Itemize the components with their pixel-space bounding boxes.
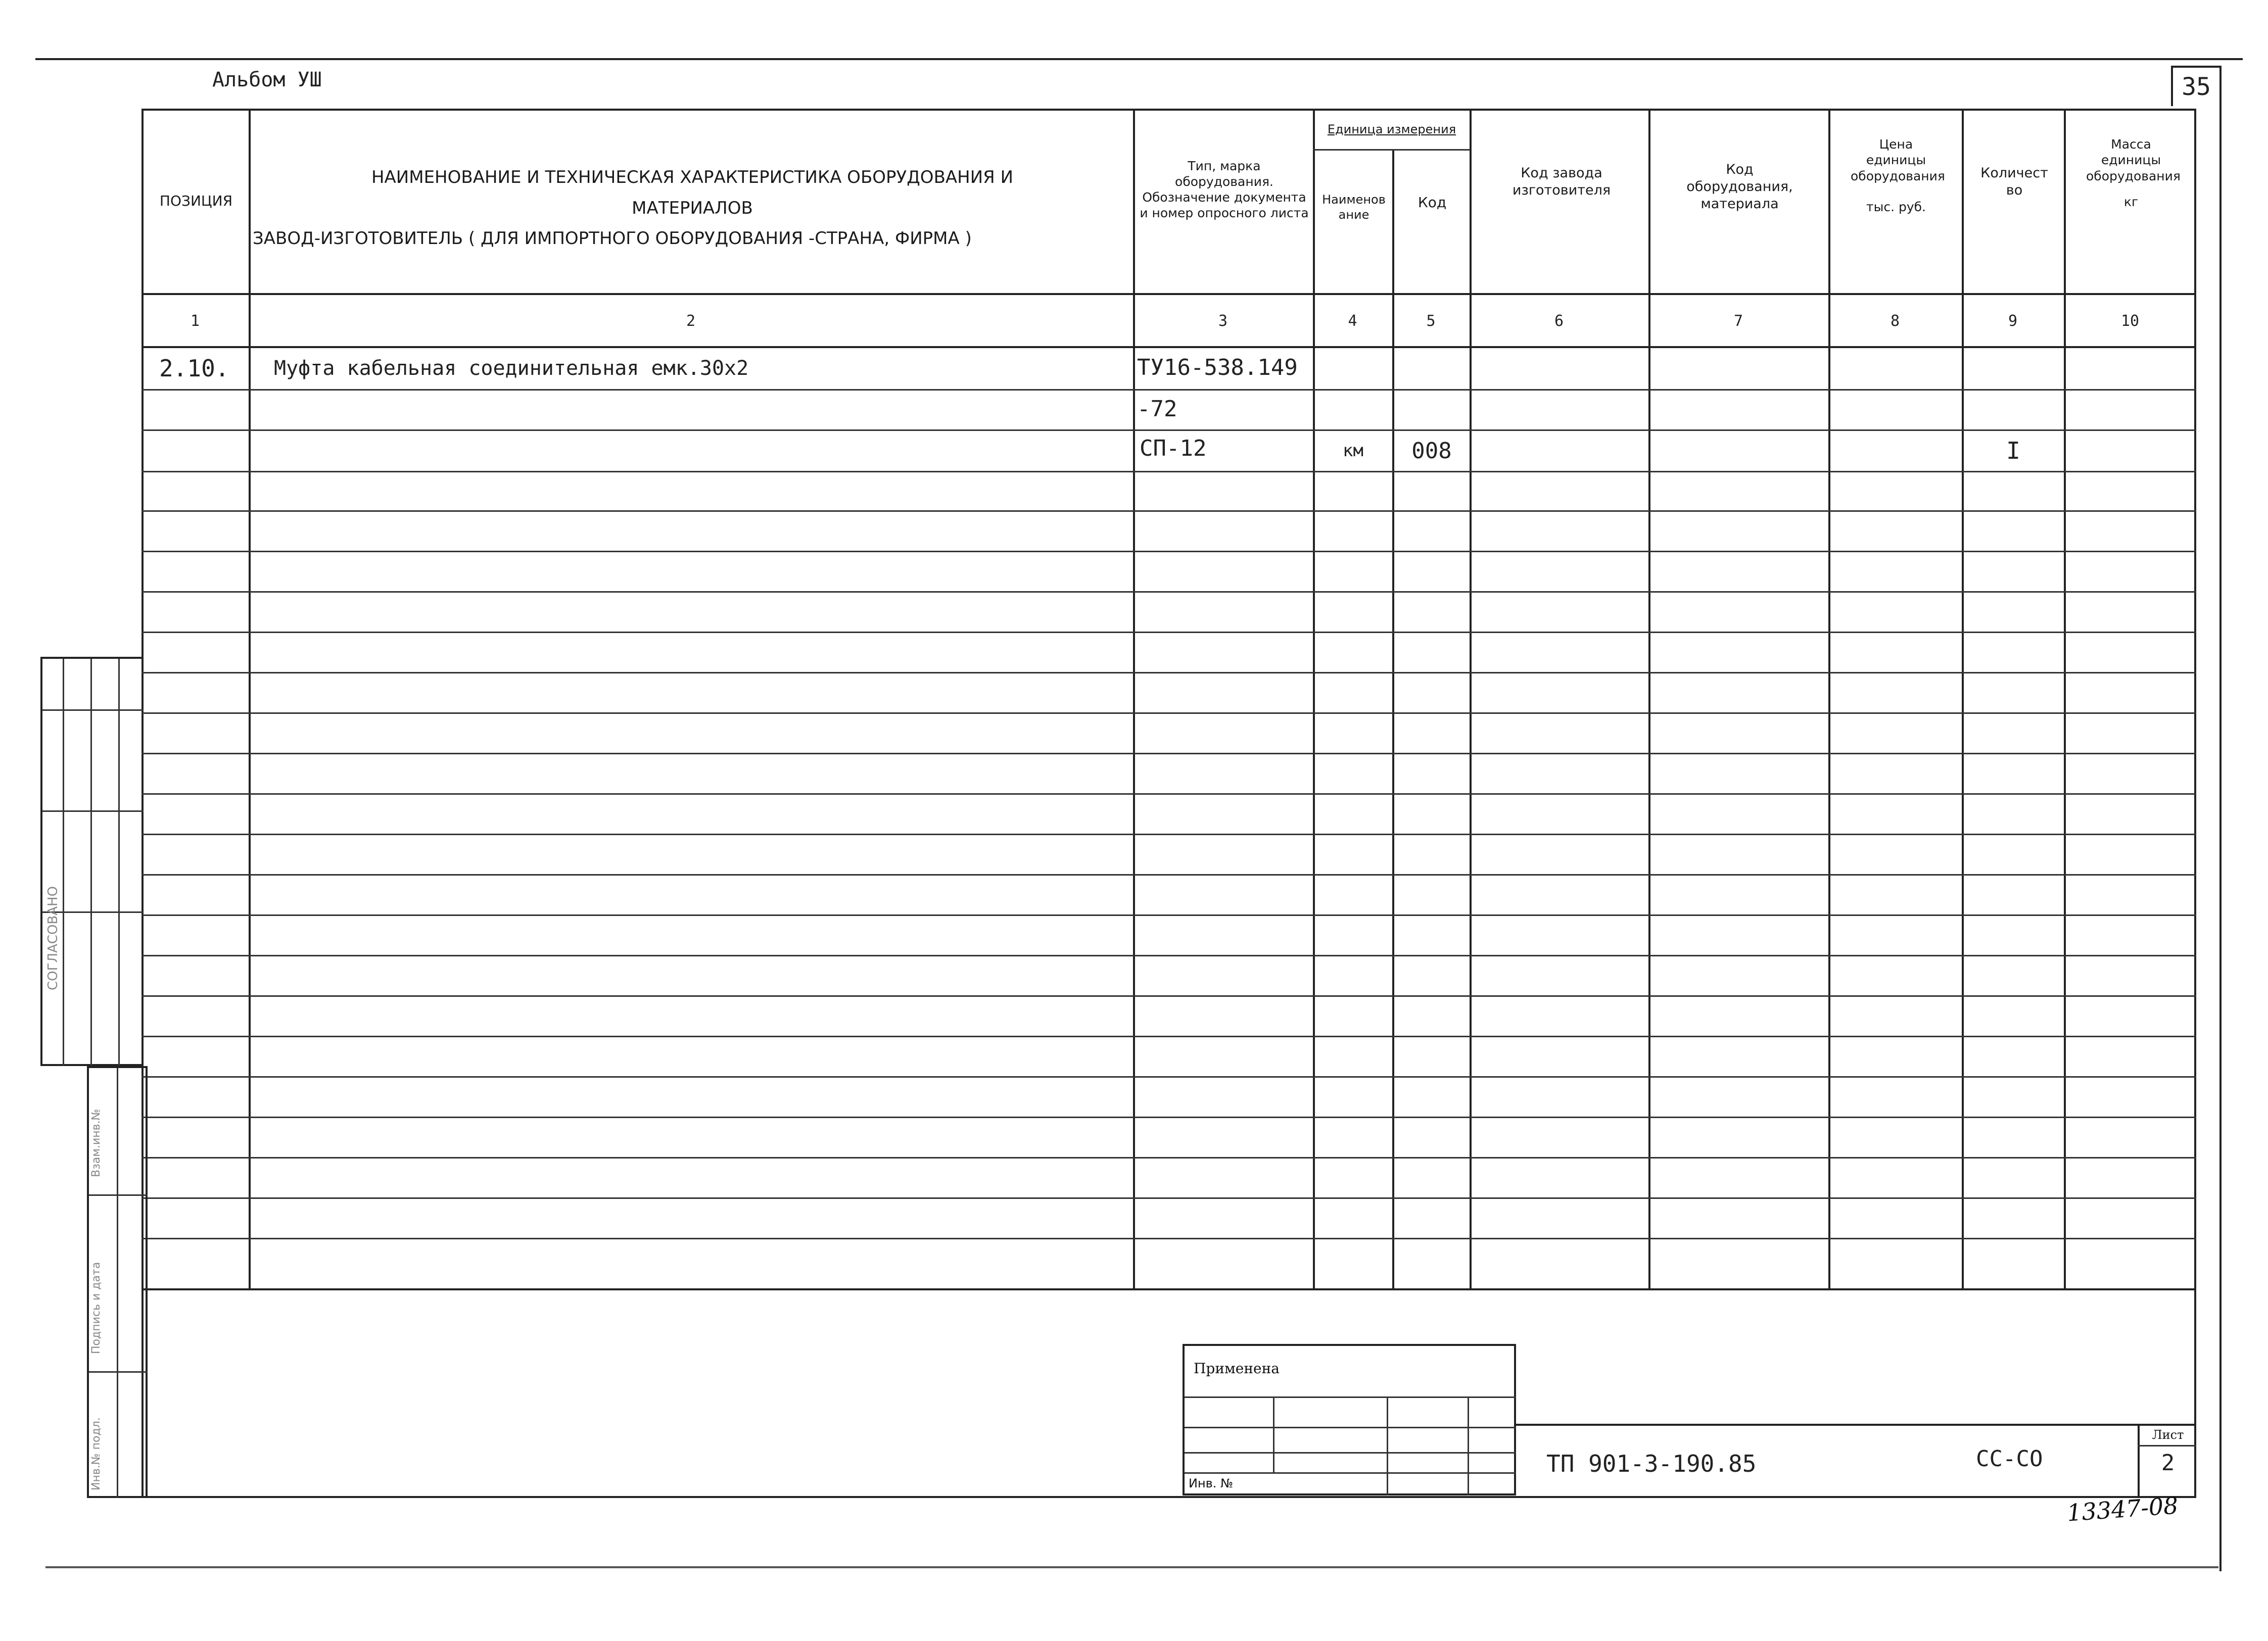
- header-price-line2: тыс. руб.: [1866, 199, 1926, 214]
- side-row: [42, 709, 144, 711]
- row-line: [141, 1238, 2196, 1239]
- header-price-line1: Цена единицы оборудования: [1851, 137, 1945, 183]
- header-name: [253, 167, 1132, 250]
- body-bottom-line: [141, 1288, 2196, 1290]
- stamp-inv: Инв. №: [1189, 1476, 1234, 1490]
- table-row: [141, 348, 2196, 389]
- row-line: [141, 1197, 2196, 1199]
- header-mass-line1: Масса единицы оборудования: [2086, 137, 2181, 183]
- side-label-podp-data: Подпись и дата: [90, 1262, 103, 1354]
- row-qty: I: [2006, 437, 2020, 464]
- header-name-line3: ЗАВОД-ИЗГОТОВИТЕЛЬ ( ДЛЯ ИМПОРТНОГО ОБОРУДОВАНИЯ -СТРАНА, ФИРМА ): [253, 228, 972, 249]
- top-border: [35, 58, 2243, 60]
- header-factory-code: Код завода изготовителя: [1512, 165, 1611, 198]
- row-line: [141, 1117, 2196, 1118]
- row-type: ТУ16-538.149: [1137, 355, 1298, 380]
- header-unit-code: Код: [1418, 194, 1447, 211]
- colnum-6: 6: [1554, 312, 1564, 330]
- row-line: [141, 551, 2196, 552]
- header-bottom-line: [141, 293, 2196, 295]
- colnum-7: 7: [1733, 312, 1743, 330]
- colnum-9: 9: [2008, 312, 2018, 330]
- row-line: [141, 914, 2196, 916]
- footer-designation: ТП 901-3-190.85: [1546, 1450, 1757, 1477]
- footer-sheet-number: 2: [2161, 1450, 2175, 1476]
- header-name-line1: НАИМЕНОВАНИЕ И ТЕХНИЧЕСКАЯ ХАРАКТЕРИСТИКА ОБОРУДОВАНИЯ И: [371, 167, 1014, 187]
- side-col: [63, 659, 64, 1066]
- side-col: [118, 659, 120, 1066]
- table-row: [141, 430, 2196, 471]
- side-col: [90, 659, 92, 1066]
- colnum-1: 1: [190, 312, 200, 330]
- row-line: [141, 1036, 2196, 1037]
- col-line-1: [249, 109, 251, 1288]
- row-position: 2.10.: [159, 355, 229, 382]
- page-number: 35: [2182, 73, 2211, 101]
- col-line-3: [1313, 109, 1315, 1288]
- footer-sheet-label: Лист: [2152, 1428, 2184, 1442]
- stamp-line: [1185, 1452, 1516, 1454]
- row-line: [141, 672, 2196, 673]
- col-line-9: [2064, 109, 2066, 1288]
- col-line-7: [1828, 109, 1830, 1288]
- header-qty: Количество: [1980, 165, 2048, 198]
- side-col: [117, 1068, 118, 1498]
- colnum-8: 8: [1890, 312, 1900, 330]
- header-equip-code: Код оборудования, материала: [1686, 162, 1793, 212]
- side-label-vzam-inv: Взам.инв.№: [90, 1108, 103, 1177]
- column-numbers-row: [141, 296, 2196, 346]
- col-line-6: [1648, 109, 1650, 1288]
- bottom-border: [45, 1566, 2218, 1568]
- stamp-line: [1185, 1396, 1516, 1398]
- header-type: Тип, марка оборудования. Обозначение документа и номер опросного листа: [1140, 158, 1309, 221]
- row-unit: км: [1343, 441, 1363, 461]
- header-mass: [2066, 136, 2196, 210]
- table-row: [141, 390, 2196, 429]
- row-line: [141, 753, 2196, 754]
- side-label-inv-podl: Инв.№ подл.: [90, 1417, 103, 1490]
- side-label-soglasovano: СОГЛАСОВАНО: [45, 886, 61, 990]
- stamp-block: [1183, 1344, 1516, 1495]
- row-name: Муфта кабельная соединительная емк.30х2: [274, 357, 749, 380]
- row-line: [141, 632, 2196, 633]
- row-type: СП-12: [1140, 436, 1207, 461]
- stamp-col: [1273, 1396, 1274, 1472]
- side-stamp-top: [40, 657, 141, 1066]
- sheet-box-divider: [2138, 1445, 2196, 1446]
- row-line: [141, 793, 2196, 795]
- unit-subheader-line: [1313, 149, 1470, 151]
- col-line-8: [1962, 109, 1964, 1288]
- header-mass-line2: кг: [2123, 194, 2139, 209]
- header-unit: Единица измерения: [1327, 122, 1456, 136]
- row-line: [141, 471, 2196, 472]
- stamp-primenena: Применена: [1194, 1360, 1280, 1377]
- stamp-line: [1185, 1472, 1516, 1474]
- right-frame-line: [2219, 106, 2222, 1571]
- header-unit-name: Наименование: [1322, 192, 1386, 222]
- row-line: [141, 995, 2196, 997]
- stamp-col: [1387, 1396, 1388, 1495]
- colnum-4: 4: [1348, 312, 1357, 330]
- row-type: -72: [1137, 396, 1177, 422]
- row-line: [141, 712, 2196, 714]
- header-position: ПОЗИЦИЯ: [159, 192, 233, 209]
- footer-top-line: [1516, 1424, 2196, 1426]
- album-label: Альбом УШ: [212, 68, 322, 91]
- side-row: [89, 1194, 148, 1196]
- colnum-3: 3: [1218, 312, 1228, 330]
- side-row: [89, 1371, 148, 1373]
- footer-code: СС-СО: [1976, 1446, 2043, 1472]
- row-line: [141, 510, 2196, 512]
- col-line-2: [1133, 109, 1135, 1288]
- header-name-line2: МАТЕРИАЛОВ: [632, 198, 753, 218]
- stamp-line: [1185, 1427, 1516, 1428]
- archive-number: 13347-08: [2066, 1491, 2180, 1527]
- colnum-10: 10: [2120, 312, 2140, 330]
- row-line: [141, 1157, 2196, 1159]
- header-price: [1830, 136, 1962, 215]
- colnum-2: 2: [686, 312, 696, 330]
- side-row: [42, 810, 144, 812]
- row-line: [141, 834, 2196, 835]
- colnum-5: 5: [1426, 312, 1436, 330]
- row-line: [141, 591, 2196, 593]
- row-line: [141, 874, 2196, 876]
- stamp-col: [1468, 1396, 1469, 1495]
- row-line: [141, 955, 2196, 956]
- row-line: [141, 1076, 2196, 1078]
- row-code: 008: [1411, 438, 1452, 464]
- col-line-5: [1470, 109, 1472, 1288]
- page-number-box: [2171, 66, 2222, 106]
